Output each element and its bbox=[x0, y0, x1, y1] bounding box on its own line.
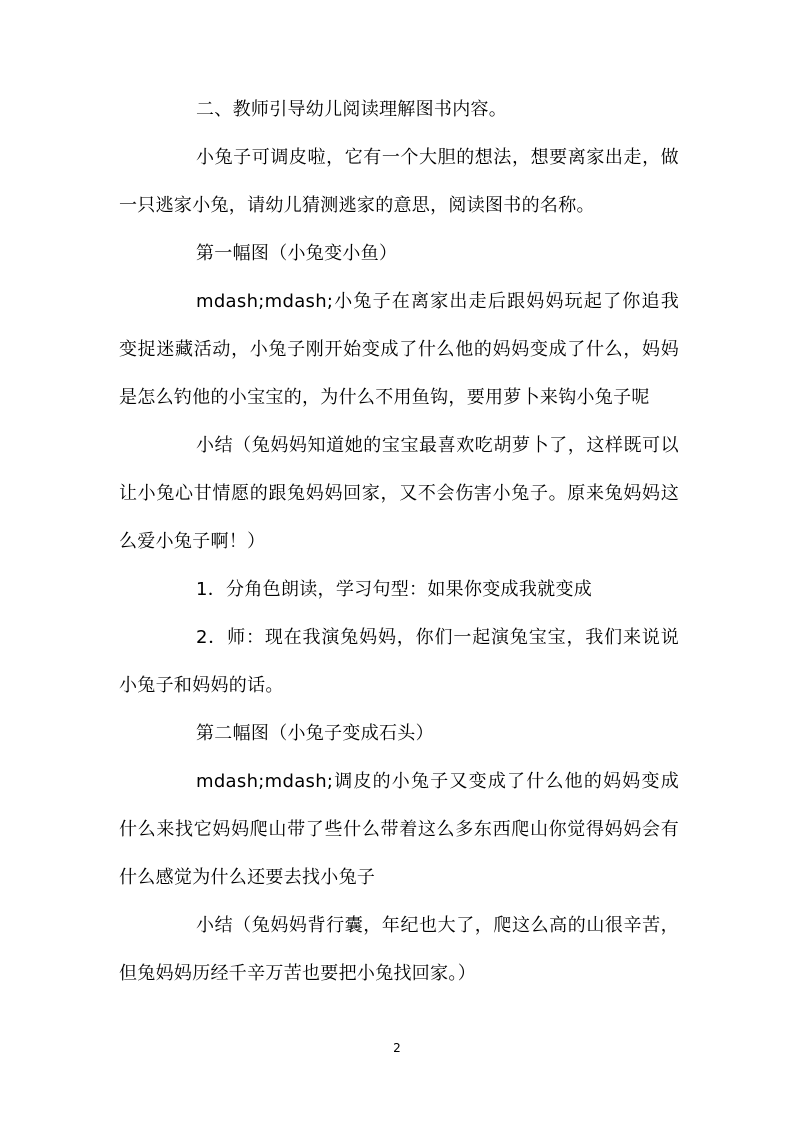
paragraph-picture-two: mdash;mdash;调皮的小兔子又变成了什么他的妈妈变成什么来找它妈妈爬山带了些什么带着这么多东西爬山你觉得妈妈会有什么感觉为什么还要去找小兔子 bbox=[119, 771, 679, 888]
picture-one-heading: 第一幅图（小兔变小鱼） bbox=[196, 243, 398, 264]
list-item-1: 1．分角色朗读，学习句型：如果你变成我就变成 bbox=[196, 579, 593, 600]
paragraph-intro: 小兔子可调皮啦，它有一个大胆的想法，想要离家出走，做一只逃家小兔，请幼儿猜测逃家的意思，阅读图书的名称。 bbox=[119, 147, 679, 216]
summary-picture-one: 小结（兔妈妈知道她的宝宝最喜欢吃胡萝卜了，这样既可以让小兔心甘情愿的跟兔妈妈回家，又不会伤害小兔子。原来兔妈妈这么爱小兔子啊！） bbox=[119, 435, 679, 552]
list-item-2: 2．师：现在我演兔妈妈，你们一起演兔宝宝，我们来说说小兔子和妈妈的话。 bbox=[119, 627, 679, 696]
summary-picture-two: 小结（兔妈妈背行囊，年纪也大了，爬这么高的山很辛苦，但兔妈妈历经千辛万苦也要把小兔找回家。） bbox=[119, 915, 679, 984]
section-heading: 二、教师引导幼儿阅读理解图书内容。 bbox=[196, 99, 508, 120]
page-number: 2 bbox=[393, 1041, 401, 1055]
document-body bbox=[119, 86, 679, 998]
paragraph-picture-one: mdash;mdash;小兔子在离家出走后跟妈妈玩起了你追我变捉迷藏活动，小兔子刚开始变成了什么他的妈妈变成了什么，妈妈是怎么钓他的小宝宝的，为什么不用鱼钩，要用萝卜来钩小兔子呢 bbox=[119, 291, 679, 408]
picture-two-heading: 第二幅图（小兔子变成石头） bbox=[196, 723, 434, 744]
